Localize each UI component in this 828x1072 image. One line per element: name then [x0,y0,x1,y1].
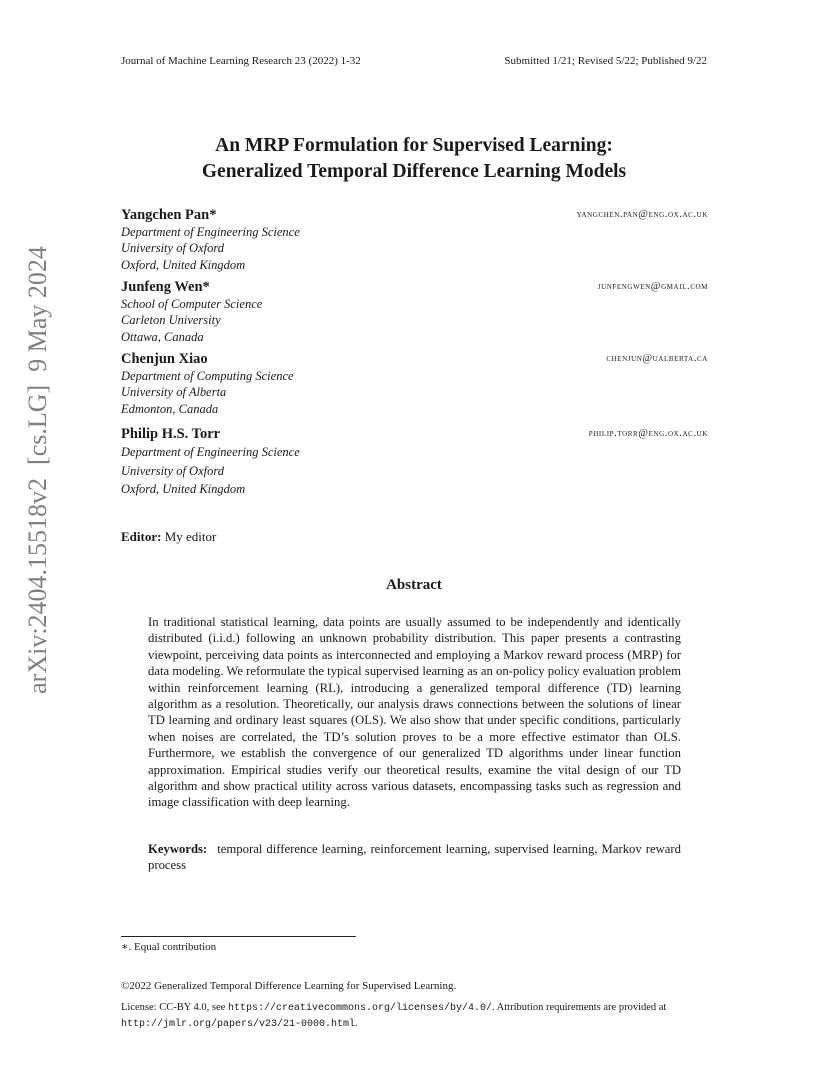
author-email[interactable]: philip.torr@eng.ox.ac.uk [588,428,708,439]
title-line-1: An MRP Formulation for Supervised Learning: [215,135,613,156]
footnote-rule [121,936,356,937]
author-institution: University of Oxford [121,463,224,478]
license-prefix: License: CC-BY 4.0, see [121,1002,228,1013]
author-name: Philip H.S. Torr [121,426,221,442]
keywords-value: temporal difference learning, reinforcement learning, supervised learning, Markov reward process [148,842,681,873]
copyright-notice: ©2022 Generalized Temporal Difference Learning for Supervised Learning. [121,980,457,992]
author-email[interactable]: yangchen.pan@eng.ox.ac.uk [576,209,708,220]
editor-label: Editor: [121,529,162,544]
journal-header: Journal of Machine Learning Research 23 (2022) 1-32 [121,55,361,67]
title-line-2: Generalized Temporal Difference Learning Models [201,161,627,182]
editor-line [121,529,216,545]
author-affiliation: Department of Computing Science [121,369,294,383]
license-notice [121,1000,708,1032]
author-name: Yangchen Pan* [121,207,217,223]
author-name: Junfeng Wen* [121,279,210,295]
author-block [121,426,708,499]
author-institution: University of Alberta [121,385,227,400]
editor-value: My editor [164,529,217,544]
submission-dates: Submitted 1/21; Revised 5/22; Published 9/22 [504,55,707,67]
paper-title [0,133,828,185]
keywords-label: Keywords: [148,842,208,856]
keywords-line [148,841,681,874]
author-block [121,279,708,345]
paper-url-link[interactable]: http://jmlr.org/papers/v23/21-0000.html [121,1019,356,1030]
arxiv-stamp-text: arXiv:2404.15518v2 [cs.LG] 9 May 2024 [23,246,52,694]
author-block [121,351,708,417]
author-affiliation: Department of Engineering Science [121,225,300,239]
author-location: Oxford, United Kingdom [121,482,246,496]
author-block [121,207,708,273]
footnote: ∗. Equal contribution [121,941,217,953]
license-url-link[interactable]: https://creativecommons.org/licenses/by/4.0/ [227,1003,492,1014]
author-location: Ottawa, Canada [121,329,204,344]
author-institution: University of Oxford [121,241,224,256]
license-middle: . Attribution requirements are provided at [491,1002,667,1013]
license-suffix: . [355,1018,358,1029]
abstract-body: In traditional statistical learning, data points are usually assumed to be independently and identically distributed (i.i.d.) following an unknown probability distribution. This paper presents a contrasting viewpoint, perceiving data points as interconnected and employing a Markov reward process (MRP) for data modeling. We reformulate the typical supervised learning as an on-policy policy evaluation problem within reinforcement learning (RL), introducing a generalized temporal difference (TD) learning algorithm as a resolution. Theoretically, our analysis draws connections between the solutions of linear TD learning and ordinary least squares (OLS). We also show that under specific conditions, particularly when noises are correlated, the TD’s solution proves to be a more effective estimator than OLS. Furthermore, we establish the convergence of our generalized TD algorithms under linear function approximation. Empirical studies verify our theoretical results, examine the vital design of our TD algorithm and show practical utility across various datasets, encompassing tasks such as regression and image classification with deep learning. [148,615,681,810]
author-institution: Carleton University [121,313,221,328]
author-location: Oxford, United Kingdom [121,257,246,272]
author-email[interactable]: chenjun@ualberta.ca [606,353,708,364]
author-location: Edmonton, Canada [121,401,219,416]
author-affiliation: School of Computer Science [121,297,263,311]
arxiv-identifier-stamp [23,246,53,694]
abstract-heading: Abstract [386,577,442,593]
author-affiliation: Department of Engineering Science [121,445,300,459]
author-email[interactable]: junfengwen@gmail.com [597,281,708,292]
author-name: Chenjun Xiao [121,351,208,367]
